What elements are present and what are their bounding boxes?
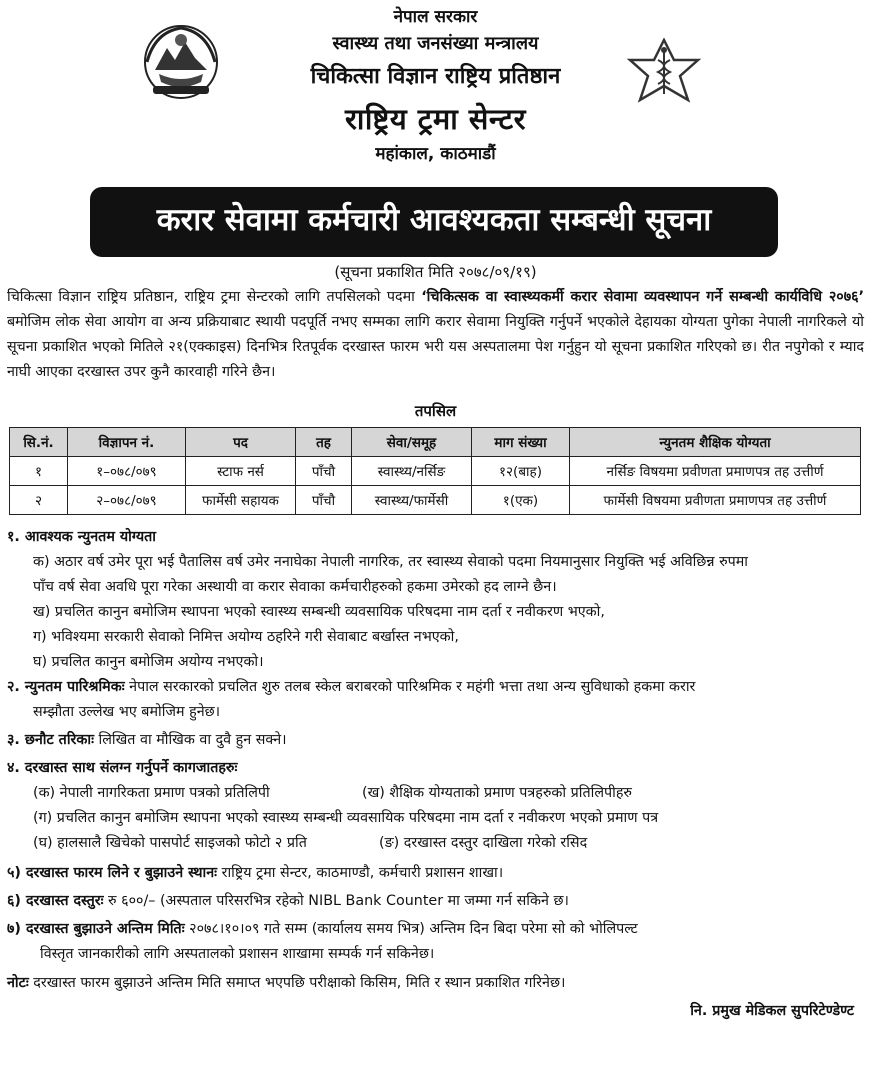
- section-6: ६) दरखास्त दस्तुरः रु ६००/– (अस्पताल परिसरभित्र रहेको NIBL Bank Counter मा जम्मा गर्न सकिने छ।: [7, 893, 569, 909]
- section-1-title: १. आवश्यक न्युनतम योग्यता: [7, 529, 157, 545]
- header-address: महांकाल, काठमाडौं: [375, 144, 496, 164]
- cell-adv-no: १–०७८/०७९: [68, 457, 186, 486]
- cell-post: फार्मेसी सहायक: [186, 486, 296, 515]
- col-header-adv-no: विज्ञापन नं.: [68, 428, 186, 457]
- col-header-sn: सि.नं.: [10, 428, 68, 457]
- intro-text-1: चिकित्सा विज्ञान राष्ट्रिय प्रतिष्ठान, राष्ट्रिय ट्रमा सेन्टरको लागि तपसिलको पदमा: [7, 289, 422, 305]
- signature-designation: नि. प्रमुख मेडिकल सुपरिटेण्डेण्ट: [690, 1003, 854, 1019]
- cell-service-group: स्वास्थ्य/नर्सिङ: [352, 457, 472, 486]
- requirement-gha: घ) प्रचलित कानुन बमोजिम अयोग्य नभएको।: [33, 654, 264, 670]
- document-kha: (ख) शैक्षिक योग्यताको प्रमाण पत्रहरुको प्रतिलिपीहरु: [362, 785, 632, 801]
- section-2-line1: २. न्युनतम पारिश्रमिकः नेपाल सरकारको प्रचलित शुरु तलब स्केल बराबरको पारिश्रमिक र महंगी भत्ता तथा अन्य सुविधाको हकमा करार: [7, 679, 696, 695]
- cell-level: पाँचौ: [296, 486, 352, 515]
- document-nga: (ङ) दरखास्त दस्तुर दाखिला गरेको रसिद: [379, 835, 588, 851]
- header-government: नेपाल सरकार: [393, 7, 478, 27]
- document-ka: (क) नेपाली नागरिकता प्रमाण पत्रको प्रतिलिपी: [33, 785, 270, 801]
- header-academy: चिकित्सा विज्ञान राष्ट्रिय प्रतिष्ठान: [310, 64, 561, 89]
- requirement-kha: ख) प्रचलित कानुन बमोजिम स्थापना भएको स्वास्थ्य सम्बन्धी व्यवसायिक परिषदमा नाम दर्ता र नवीकरण भएको,: [33, 604, 605, 620]
- col-header-service-group: सेवा/समूह: [352, 428, 472, 457]
- section-3: ३. छनौट तरिकाः लिखित वा मौखिक वा दुवै हुन सक्ने।: [7, 732, 287, 748]
- cell-sn: २: [10, 486, 68, 515]
- cell-post: स्टाफ नर्स: [186, 457, 296, 486]
- cell-sn: १: [10, 457, 68, 486]
- cell-qualification: फार्मेसी विषयमा प्रवीणता प्रमाणपत्र तह उत्तीर्ण: [570, 486, 861, 515]
- vacancy-table: [9, 427, 861, 515]
- table-row: [10, 457, 861, 486]
- intro-procedure-name: ‘चिकित्सक वा स्वास्थ्यकर्मी करार सेवामा व्यवस्थापन गर्ने सम्बन्धी कार्यविधि २०७६’: [421, 289, 864, 305]
- cell-adv-no: २–०७८/०७९: [68, 486, 186, 515]
- table-header-row: [10, 428, 861, 457]
- section-7-line1: ७) दरखास्त बुझाउने अन्तिम मितिः २०७८।१०।०९ गते सम्म (कार्यालय समय भित्र) अन्तिम दिन बिदा परेमा सो को भोलिपल्ट: [7, 921, 638, 937]
- notice-title-banner: करार सेवामा कर्मचारी आवश्यकता सम्बन्धी सूचना: [90, 187, 778, 257]
- requirement-ga: ग) भविश्यमा सरकारी सेवाको निमित्त अयोग्य ठहरिने गरी सेवाबाट बर्खास्त नभएको,: [33, 629, 459, 645]
- section-5: ५) दरखास्त फारम लिने र बुझाउने स्थानः राष्ट्रिय ट्रमा सेन्टर, काठमाण्डौ, कर्मचारी प्रशासन शाखा।: [7, 865, 504, 881]
- publication-date: (सूचना प्रकाशित मिति २०७८/०९/१९): [334, 263, 537, 281]
- intro-text-2: बमोजिम लोक सेवा आयोग वा अन्य प्रक्रियाबाट स्थायी पदपूर्ति नभए सम्मका लागि करार सेवामा नियुक्ति गर्नुपर्ने भएकोले देहायका योग्यता पुगेका नेपाली नागरिकले यो सूचना प्रकाशित भएको मितिले २१(एक्काइस) दिनभित्र रितपूर्वक दरखास्त फारम भरी यस अस्पतालमा पेश गर्नुहुन यो सूचना प्रकाशित गरिएको छ। रीत नपुगेको र म्याद नाघी आएका दरखास्त उपर कुनै कारवाही गरिने छैन।: [7, 314, 864, 380]
- col-header-demand: माग संख्या: [472, 428, 570, 457]
- cell-level: पाँचौ: [296, 457, 352, 486]
- section-7-line2: विस्तृत जानकारीको लागि अस्पतालको प्रशासन शाखामा सम्पर्क गर्न सकिनेछ।: [40, 946, 435, 962]
- requirement-ka-line1: क) अठार वर्ष उमेर पूरा भई पैतालिस वर्ष उमेर ननाघेका नेपाली नागरिक, तर स्वास्थ्य सेवाको पदमा नियमानुसार नियुक्ति भई अविछिन्न रुपमा: [33, 554, 748, 570]
- note-line: नोटः दरखास्त फारम बुझाउने अन्तिम मिति समाप्त भएपछि परीक्षाको किसिम, मिति र स्थान प्रकाशित गरिनेछ।: [7, 975, 566, 991]
- cell-demand: १(एक): [472, 486, 570, 515]
- schedule-heading: तपसिल: [414, 402, 457, 420]
- intro-paragraph: [7, 285, 864, 385]
- requirement-ka-line2: पाँच वर्ष सेवा अवधि पूरा गरेका अस्थायी वा करार सेवाका कर्मचारीहरुको हकमा उमेरको हद लाग्ने छैन।: [33, 579, 557, 595]
- document-ga: (ग) प्रचलित कानुन बमोजिम स्थापना भएको स्वास्थ्य सम्बन्धी व्यवसायिक परिषदमा नाम दर्ता र नवीकरण भएको प्रमाण पत्र: [33, 810, 659, 826]
- table-row: [10, 486, 861, 515]
- col-header-qualification: न्युनतम शैक्षिक योग्यता: [570, 428, 861, 457]
- section-2-line2: सम्झौता उल्लेख भए बमोजिम हुनेछ।: [33, 704, 221, 720]
- header-center-name: राष्ट्रिय ट्रमा सेन्टर: [345, 102, 526, 136]
- document-gha: (घ) हालसालै खिचेको पासपोर्ट साइजको फोटो २ प्रति: [33, 835, 307, 851]
- header-ministry: स्वास्थ्य तथा जनसंख्या मन्त्रालय: [332, 33, 539, 54]
- cell-service-group: स्वास्थ्य/फार्मेसी: [352, 486, 472, 515]
- col-header-post: पद: [186, 428, 296, 457]
- section-4-title: ४. दरखास्त साथ संलग्न गर्नुपर्ने कागजातहरुः: [7, 760, 238, 776]
- cell-demand: १२(बाह): [472, 457, 570, 486]
- cell-qualification: नर्सिङ विषयमा प्रवीणता प्रमाणपत्र तह उत्तीर्ण: [570, 457, 861, 486]
- col-header-level: तह: [296, 428, 352, 457]
